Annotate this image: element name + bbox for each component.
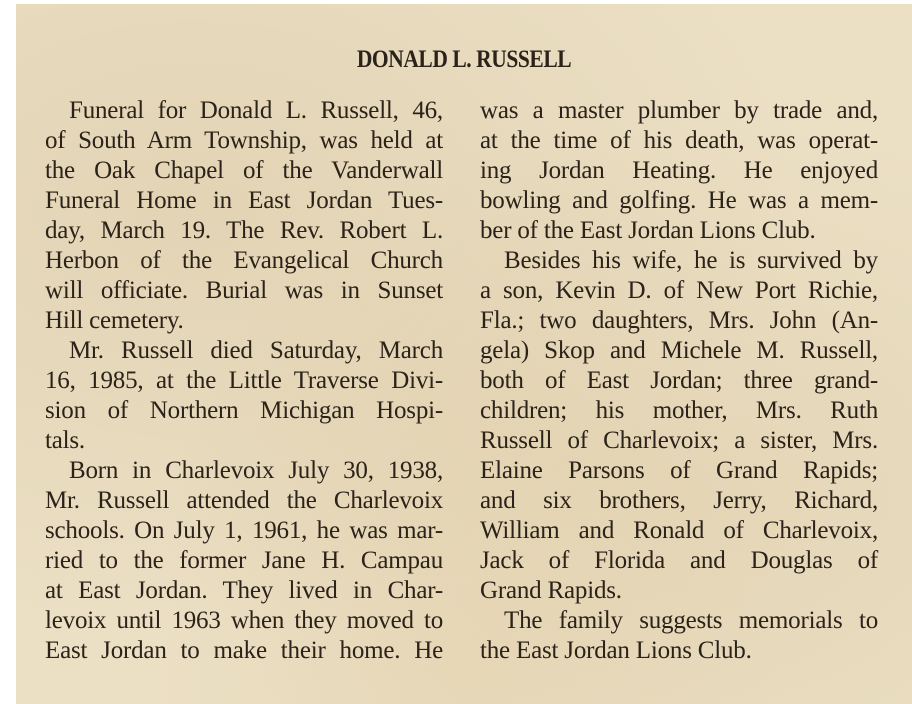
text-line: East Jordan to make their home. He xyxy=(45,637,443,664)
text-line: Fla.; two daughters, Mrs. John (An- xyxy=(480,307,878,334)
newspaper-clipping xyxy=(16,4,912,704)
text-line: Jack of Florida and Douglas of xyxy=(480,547,878,574)
text-line: Grand Rapids. xyxy=(480,577,622,604)
text-line: levoix until 1963 when they moved to xyxy=(45,607,443,634)
text-line: Mr. Russell died Saturday, March xyxy=(69,337,443,364)
text-line: ing Jordan Heating. He enjoyed xyxy=(480,157,878,184)
text-line: ber of the East Jordan Lions Club. xyxy=(480,217,816,244)
text-line: Funeral Home in East Jordan Tues- xyxy=(45,187,443,214)
text-line: ried to the former Jane H. Campau xyxy=(45,547,443,574)
text-line: tals. xyxy=(45,427,85,454)
text-line: Born in Charlevoix July 30, 1938, xyxy=(69,457,443,484)
text-line: will officiate. Burial was in Sunset xyxy=(45,277,443,304)
text-line: sion of Northern Michigan Hospi- xyxy=(45,397,443,424)
text-line: Mr. Russell attended the Charlevoix xyxy=(45,487,443,514)
text-line: William and Ronald of Charlevoix, xyxy=(480,517,878,544)
text-line: Elaine Parsons of Grand Rapids; xyxy=(480,457,878,484)
text-line: Besides his wife, he is survived by xyxy=(504,247,878,274)
text-line: a son, Kevin D. of New Port Richie, xyxy=(480,277,878,304)
text-line: Funeral for Donald L. Russell, 46, xyxy=(69,97,443,124)
text-line: the East Jordan Lions Club. xyxy=(480,637,752,664)
text-line: Russell of Charlevoix; a sister, Mrs. xyxy=(480,427,878,454)
text-line: Herbon of the Evangelical Church xyxy=(45,247,443,274)
text-line: was a master plumber by trade and, xyxy=(480,97,878,124)
obituary-headline: DONALD L. RUSSELL xyxy=(356,46,572,73)
text-line: and six brothers, Jerry, Richard, xyxy=(480,487,878,514)
text-line: 16, 1985, at the Little Traverse Divi- xyxy=(45,367,443,394)
text-line: at East Jordan. They lived in Char- xyxy=(45,577,443,604)
text-line: The family suggests memorials to xyxy=(504,607,878,634)
text-line: the Oak Chapel of the Vanderwall xyxy=(45,157,443,184)
text-line: children; his mother, Mrs. Ruth xyxy=(480,397,878,424)
text-line: Hill cemetery. xyxy=(45,307,184,334)
text-line: bowling and golfing. He was a mem- xyxy=(480,187,878,214)
text-line: at the time of his death, was operat- xyxy=(480,127,878,154)
text-line: day, March 19. The Rev. Robert L. xyxy=(45,217,443,244)
text-line: schools. On July 1, 1961, he was mar- xyxy=(45,517,443,544)
text-line: both of East Jordan; three grand- xyxy=(480,367,878,394)
text-line: of South Arm Township, was held at xyxy=(45,127,443,154)
text-line: gela) Skop and Michele M. Russell, xyxy=(480,337,878,364)
